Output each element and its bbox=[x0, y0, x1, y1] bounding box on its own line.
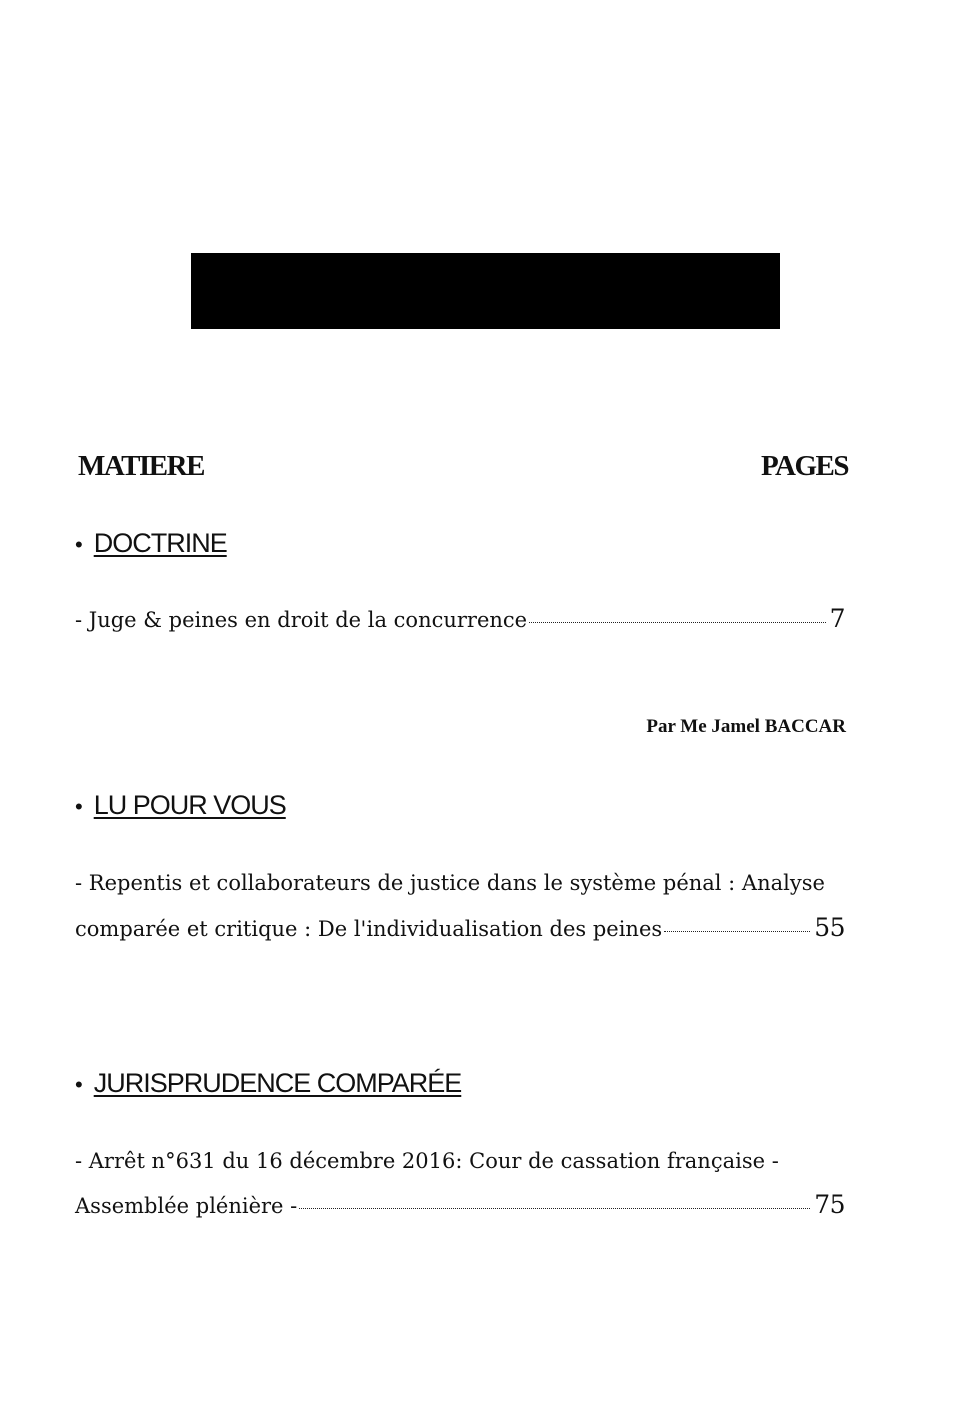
pages-header: PAGES bbox=[760, 450, 848, 482]
leader-dots bbox=[299, 1207, 810, 1209]
title-banner-redacted bbox=[191, 253, 780, 329]
leader-dots bbox=[664, 930, 810, 932]
leader-dots bbox=[529, 621, 825, 623]
page-number: 75 bbox=[814, 1190, 845, 1219]
toc-entry bbox=[75, 1190, 845, 1221]
section-title: LU POUR VOUS bbox=[93, 790, 286, 820]
section-title: JURISPRUDENCE COMPARÉE bbox=[93, 1068, 462, 1098]
bullet: • bbox=[75, 1071, 82, 1097]
section-lu-pour-vous bbox=[75, 790, 286, 821]
section-doctrine bbox=[75, 528, 227, 559]
page-number: 55 bbox=[814, 913, 845, 942]
section-jurisprudence-comparee bbox=[75, 1068, 461, 1099]
bullet: • bbox=[75, 531, 82, 557]
matiere-header: MATIERE bbox=[78, 450, 204, 482]
bullet: • bbox=[75, 793, 82, 819]
toc-entry bbox=[75, 604, 845, 635]
toc-entry bbox=[75, 913, 845, 944]
section-title: DOCTRINE bbox=[93, 528, 227, 558]
author-credit: Par Me Jamel BACCAR bbox=[646, 716, 846, 737]
entry-text: Assemblée plénière - bbox=[75, 1194, 298, 1218]
entry-text: comparée et critique : De l'individualisation des peines bbox=[75, 917, 663, 941]
toc-entry-line1: - Arrêt n°631 du 16 décembre 2016: Cour de cassation française - bbox=[75, 1149, 779, 1173]
page-number: 7 bbox=[829, 604, 845, 633]
toc-entry-line1: - Repentis et collaborateurs de justice dans le système pénal : Analyse bbox=[75, 871, 825, 895]
entry-text: - Juge & peines en droit de la concurrence bbox=[75, 608, 528, 632]
